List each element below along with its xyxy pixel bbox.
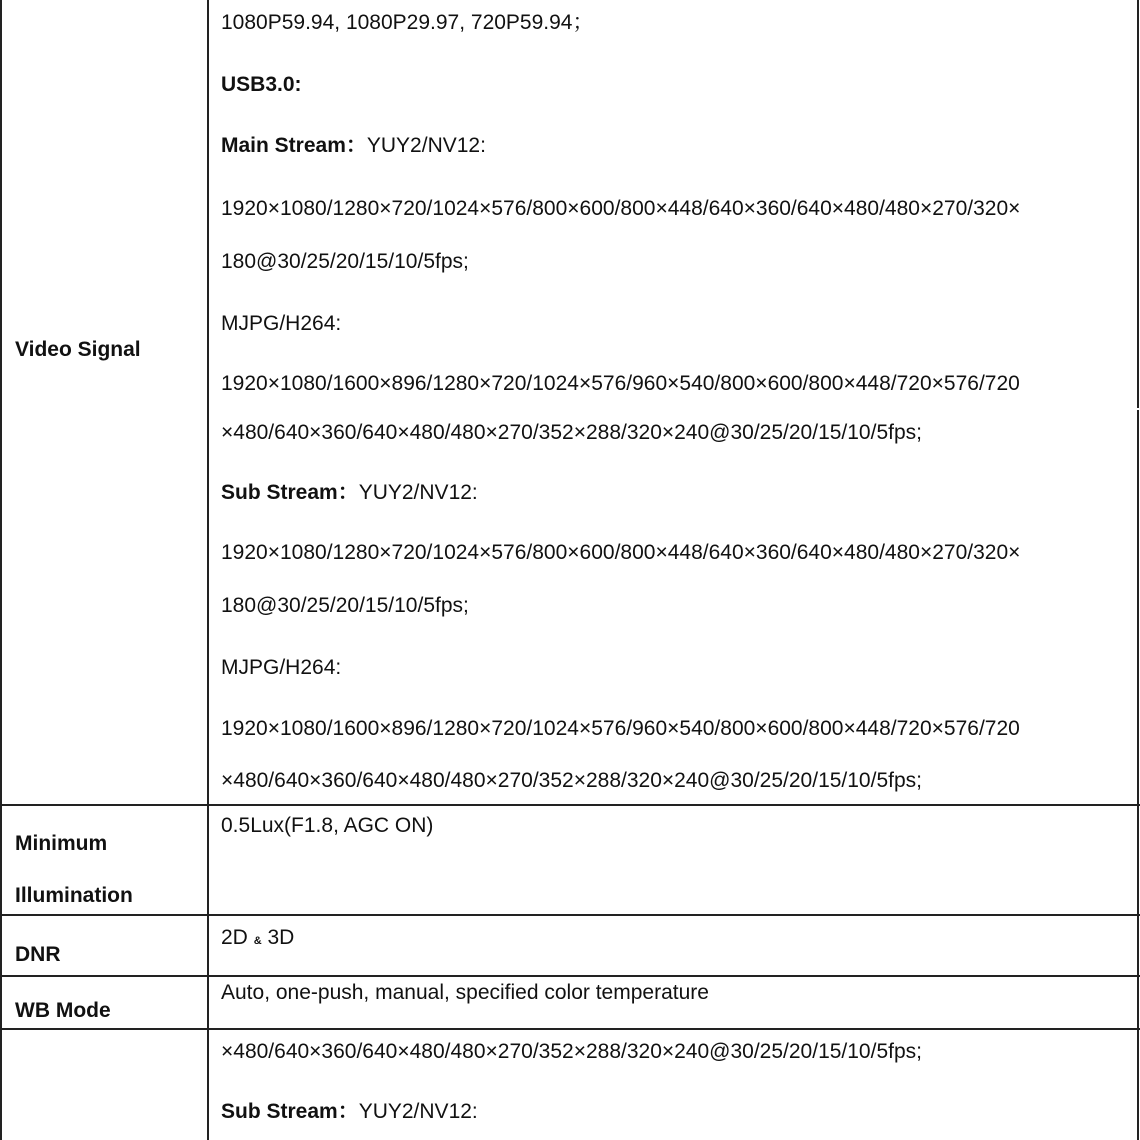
video-signal-line: 1920×1080/1600×896/1280×720/1024×576/960×540/800×600/800×448/720×576/720 (221, 717, 1020, 740)
video-signal-line: 180@30/25/20/15/10/5fps; (221, 594, 469, 617)
main-stream-format: YUY2/NV12: (366, 134, 486, 157)
table-right-border-top (1137, 0, 1139, 408)
trailing-sub-stream-line (221, 1099, 478, 1125)
video-signal-line: 1920×1080/1280×720/1024×576/800×600/800×448/640×360/640×480/480×270/320× (221, 541, 1021, 564)
main-stream-label: Main Stream： (221, 134, 367, 157)
table-right-border-bottom (1137, 410, 1139, 1140)
main-stream-line (221, 133, 486, 159)
row-divider-min-illumination (0, 914, 1140, 916)
usb3-heading: USB3.0: (221, 73, 302, 96)
video-signal-line: 1080P59.94, 1080P29.97, 720P59.94； (221, 11, 594, 34)
video-signal-line: ×480/640×360/640×480/480×270/352×288/320×240@30/25/20/15/10/5fps; (221, 421, 922, 444)
trailing-sub-stream-label: Sub Stream： (221, 1100, 359, 1123)
dnr-value-2d: 2D (221, 926, 248, 949)
trailing-resolution-line: ×480/640×360/640×480/480×270/352×288/320×240@30/25/20/15/10/5fps; (221, 1040, 922, 1063)
table-left-border (0, 0, 2, 1140)
video-signal-line: 1920×1080/1280×720/1024×576/800×600/800×448/640×360/640×480/480×270/320× (221, 197, 1021, 220)
dnr-label: DNR (15, 943, 61, 966)
video-signal-line: MJPG/H264: (221, 656, 342, 679)
trailing-sub-stream-format: YUY2/NV12: (358, 1100, 478, 1123)
video-signal-label: Video Signal (15, 338, 141, 361)
sub-stream-format: YUY2/NV12: (358, 481, 478, 504)
row-divider-video-signal (0, 804, 1140, 806)
sub-stream-label: Sub Stream： (221, 481, 359, 504)
min-illumination-label-line2: Illumination (15, 884, 133, 907)
dnr-value-ampersand: & (253, 935, 262, 947)
min-illumination-label-line1: Minimum (15, 832, 108, 855)
wb-mode-label: WB Mode (15, 999, 111, 1022)
dnr-value-3d: 3D (267, 926, 295, 949)
video-signal-line: 180@30/25/20/15/10/5fps; (221, 250, 469, 273)
min-illumination-value: 0.5Lux(F1.8, AGC ON) (221, 814, 434, 837)
dnr-value (221, 925, 294, 954)
row-divider-wb-mode (0, 1028, 1140, 1030)
video-signal-line: 1920×1080/1600×896/1280×720/1024×576/960×540/800×600/800×448/720×576/720 (221, 372, 1020, 395)
video-signal-line: ×480/640×360/640×480/480×270/352×288/320×240@30/25/20/15/10/5fps; (221, 769, 922, 792)
wb-mode-value: Auto, one-push, manual, specified color temperature (221, 981, 709, 1004)
row-divider-dnr (0, 975, 1140, 977)
sub-stream-line (221, 480, 478, 506)
column-divider (207, 0, 209, 1140)
video-signal-line: MJPG/H264: (221, 312, 342, 335)
